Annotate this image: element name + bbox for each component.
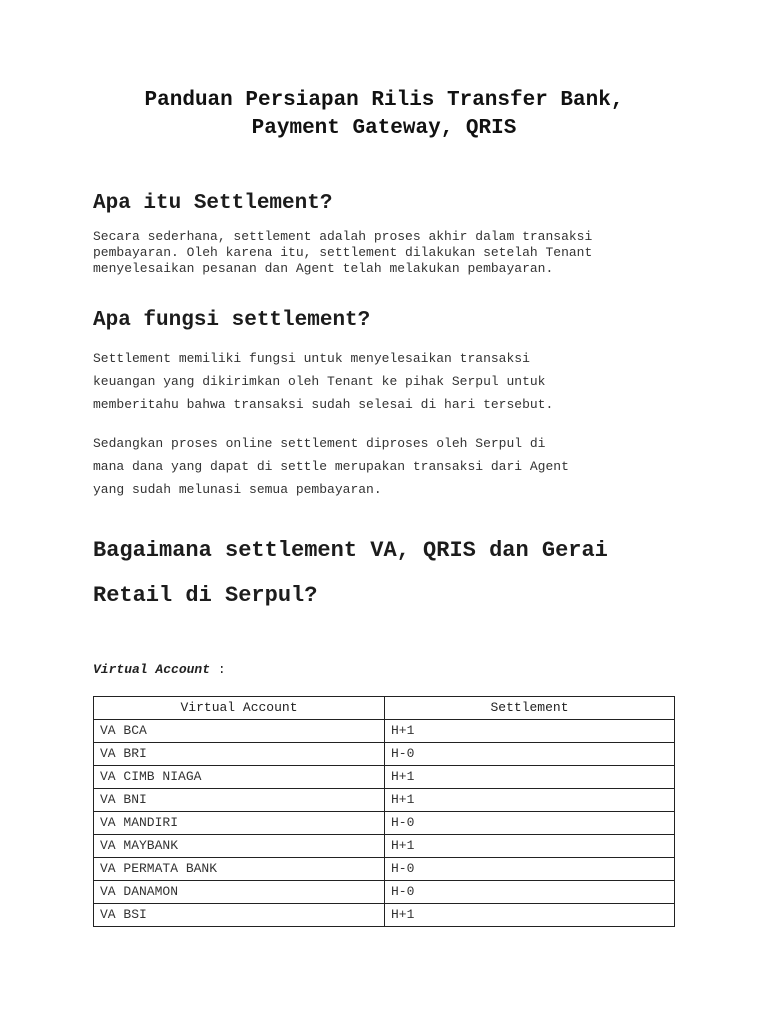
- text-line: yang sudah melunasi semua pembayaran.: [93, 482, 382, 497]
- virtual-account-label-text: Virtual Account: [93, 662, 211, 677]
- paragraph-what-is-settlement: [93, 229, 693, 277]
- cell-settlement: H-0: [385, 812, 675, 835]
- text-line: Sedangkan proses online settlement diproses oleh Serpul di: [93, 436, 546, 451]
- table-row: [94, 904, 675, 927]
- paragraph-online-settlement: [93, 432, 693, 501]
- cell-virtual-account: VA BRI: [94, 743, 385, 766]
- table-row: [94, 720, 675, 743]
- table-header-row: [94, 697, 675, 720]
- cell-settlement: H+1: [385, 766, 675, 789]
- table-row: [94, 835, 675, 858]
- virtual-account-table: [93, 696, 675, 927]
- heading-what-is-settlement: Apa itu Settlement?: [93, 192, 333, 215]
- cell-virtual-account: VA MANDIRI: [94, 812, 385, 835]
- table-row: [94, 789, 675, 812]
- cell-settlement: H-0: [385, 858, 675, 881]
- cell-settlement: H+1: [385, 904, 675, 927]
- heading-settlement-serpul: [93, 528, 608, 618]
- text-line: mana dana yang dapat di settle merupakan transaksi dari Agent: [93, 459, 569, 474]
- cell-settlement: H+1: [385, 789, 675, 812]
- column-header-virtual-account: Virtual Account: [94, 697, 385, 720]
- cell-virtual-account: VA PERMATA BANK: [94, 858, 385, 881]
- column-header-settlement: Settlement: [385, 697, 675, 720]
- cell-virtual-account: VA BNI: [94, 789, 385, 812]
- document-title: [60, 87, 708, 143]
- cell-virtual-account: VA BSI: [94, 904, 385, 927]
- table-row: [94, 881, 675, 904]
- document-title-line-1: Panduan Persiapan Rilis Transfer Bank,: [144, 89, 624, 112]
- virtual-account-label: [93, 661, 226, 679]
- table-row: [94, 743, 675, 766]
- cell-virtual-account: VA CIMB NIAGA: [94, 766, 385, 789]
- table-row: [94, 812, 675, 835]
- text-line: memberitahu bahwa transaksi sudah selesai di hari tersebut.: [93, 397, 554, 412]
- table-row: [94, 766, 675, 789]
- cell-virtual-account: VA MAYBANK: [94, 835, 385, 858]
- text-line: keuangan yang dikirimkan oleh Tenant ke pihak Serpul untuk: [93, 374, 546, 389]
- table-row: [94, 858, 675, 881]
- heading-line-1: Bagaimana settlement VA, QRIS dan Gerai: [93, 538, 608, 563]
- text-line: menyelesaikan pesanan dan Agent telah melakukan pembayaran.: [93, 261, 554, 276]
- cell-settlement: H+1: [385, 720, 675, 743]
- text-line: Secara sederhana, settlement adalah proses akhir dalam transaksi: [93, 229, 593, 244]
- text-line: pembayaran. Oleh karena itu, settlement dilakukan setelah Tenant: [93, 245, 593, 260]
- virtual-account-label-suffix: :: [210, 662, 226, 677]
- cell-settlement: H+1: [385, 835, 675, 858]
- cell-settlement: H-0: [385, 743, 675, 766]
- table-body: [94, 720, 675, 927]
- heading-settlement-function: Apa fungsi settlement?: [93, 309, 371, 332]
- text-line: Settlement memiliki fungsi untuk menyelesaikan transaksi: [93, 351, 530, 366]
- cell-settlement: H-0: [385, 881, 675, 904]
- cell-virtual-account: VA BCA: [94, 720, 385, 743]
- document-title-line-2: Payment Gateway, QRIS: [251, 117, 517, 140]
- cell-virtual-account: VA DANAMON: [94, 881, 385, 904]
- paragraph-settlement-function: [93, 347, 693, 416]
- heading-line-2: Retail di Serpul?: [93, 583, 318, 608]
